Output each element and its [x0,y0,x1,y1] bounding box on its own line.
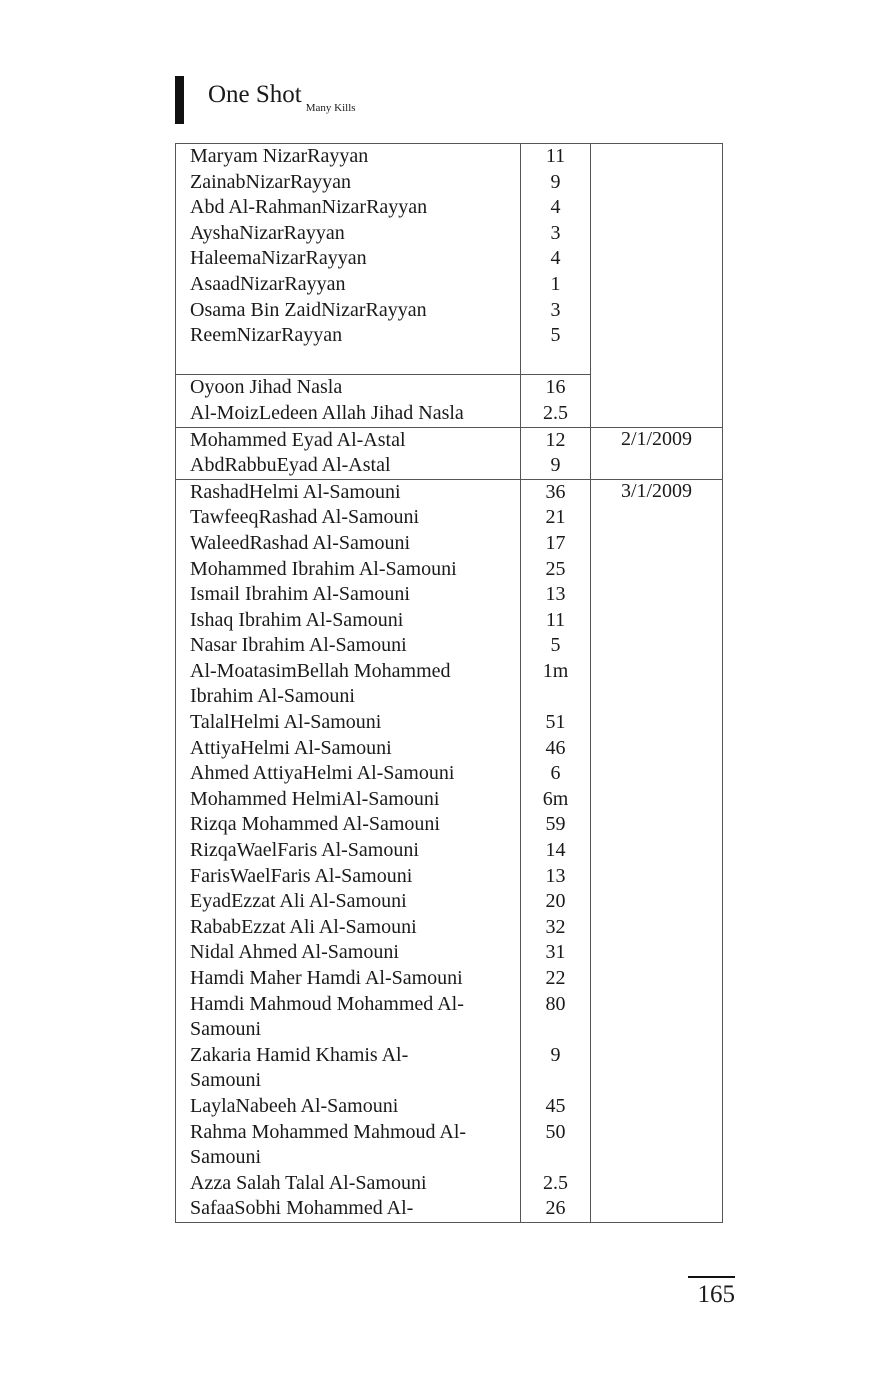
victim-age: 20 [545,890,566,913]
victim-age: 50 [545,1120,566,1143]
victim-name: Al-MoizLedeen Allah Jihad Nasla [190,401,464,424]
book-title-main: One Shot [208,81,302,108]
victim-age: 6 [550,762,561,785]
age-cell [521,427,591,479]
name-cell [176,427,521,479]
victim-age: 11 [545,608,566,631]
victim-age: 32 [545,915,566,938]
name-cell [176,479,521,1222]
victim-age: 13 [545,864,566,887]
victim-name: AsaadNizarRayyan [190,272,346,295]
victim-name: Samouni [190,1018,262,1041]
book-subtitle: Many Kills [305,102,356,114]
victim-name: Maryam NizarRayyan [190,145,369,167]
name-cell [176,375,521,427]
victim-age: 13 [545,583,566,606]
victim-name: RababEzzat Ali Al-Samouni [190,915,417,938]
victim-age: 26 [545,1197,566,1220]
victim-name: Rizqa Mohammed Al-Samouni [190,813,440,836]
victim-age: 5 [550,634,561,657]
victim-name: Mohammed Eyad Al-Astal [190,428,406,451]
victim-age: 11 [545,145,566,167]
victim-age: 1 [550,272,561,295]
victim-name: Zakaria Hamid Khamis Al- [190,1043,409,1066]
victim-name: Nasar Ibrahim Al-Samouni [190,634,407,657]
victim-age: 25 [545,557,566,580]
victim-age [521,684,590,710]
date-cell: 3/1/2009 [591,479,723,1222]
victim-name: Hamdi Maher Hamdi Al-Samouni [190,967,463,989]
victim-name: Al-MoatasimBellah Mohammed [190,659,451,682]
victim-age: 2.5 [543,1171,568,1194]
victim-name: Abd Al-RahmanNizarRayyan [190,196,428,219]
date-cell [591,144,723,428]
victim-age: 6m [542,787,569,810]
victim-age: 21 [545,506,566,529]
name-cell [176,144,521,375]
age-cell [521,375,591,427]
victim-name: Azza Salah Talal Al-Samouni [190,1171,427,1194]
victim-age: 5 [550,324,561,347]
victim-age: 14 [545,839,566,862]
victim-name: TawfeeqRashad Al-Samouni [190,506,420,529]
victim-name: Nidal Ahmed Al-Samouni [190,941,399,964]
date-cell: 2/1/2009 [591,427,723,479]
victim-age: 17 [545,531,566,554]
victim-age: 9 [550,1043,561,1066]
victim-name: RashadHelmi Al-Samouni [190,480,401,503]
victim-name: Ismail Ibrahim Al-Samouni [190,583,410,606]
victim-age: 36 [545,480,566,503]
victim-age: 80 [545,992,566,1015]
victim-age: 3 [550,298,561,321]
victim-name: Rahma Mohammed Mahmoud Al- [190,1120,467,1143]
victim-age: 9 [550,454,561,477]
age-cell [521,479,591,1222]
victim-name: Mohammed Ibrahim Al-Samouni [190,557,457,580]
victim-name: ZainabNizarRayyan [190,170,352,193]
victim-name: Samouni [190,1069,262,1092]
victim-age: 2.5 [543,401,568,424]
victim-name: Oyoon Jihad Nasla [190,376,343,399]
book-title [208,81,356,114]
victim-age: 9 [550,170,561,193]
victim-name: Hamdi Mahmoud Mohammed Al- [190,992,464,1015]
victim-name: Samouni [190,1146,262,1169]
victim-name: Ishaq Ibrahim Al-Samouni [190,608,404,631]
victims-table [175,143,723,1223]
victim-age: 46 [545,736,566,759]
victim-name: AttiyaHelmi Al-Samouni [190,736,392,759]
victim-name: LaylaNabeeh Al-Samouni [190,1094,399,1117]
victim-age: 4 [550,196,561,219]
victim-name: RizqaWaelFaris Al-Samouni [190,839,419,862]
victim-age [521,1017,590,1043]
victim-name [176,349,520,375]
victim-name: SafaaSobhi Mohammed Al- [190,1197,414,1220]
victim-name: Osama Bin ZaidNizarRayyan [190,298,427,321]
table-row [176,427,723,479]
victim-name: AbdRabbuEyad Al-Astal [190,454,391,477]
victim-age: 4 [550,247,561,270]
victim-name: AyshaNizarRayyan [190,221,345,244]
header-bar [175,76,184,124]
victim-age: 22 [545,967,566,989]
victim-name: FarisWaelFaris Al-Samouni [190,864,413,887]
victim-name: ReemNizarRayyan [190,324,343,347]
page-number: 165 [697,1281,735,1308]
table-row [176,144,723,375]
victim-name: Ibrahim Al-Samouni [190,685,355,708]
victim-age: 12 [545,428,566,451]
victim-age: 45 [545,1094,566,1117]
victim-name: HaleemaNizarRayyan [190,247,367,270]
victim-name: TalalHelmi Al-Samouni [190,711,382,734]
age-cell [521,144,591,375]
victim-name: Ahmed AttiyaHelmi Al-Samouni [190,762,455,785]
victim-name: Mohammed HelmiAl-Samouni [190,787,440,810]
page-number-rule [688,1276,735,1278]
victim-age: 51 [545,711,566,734]
victim-name: EyadEzzat Ali Al-Samouni [190,890,407,913]
victim-age [521,1145,590,1171]
victim-age: 16 [545,376,566,399]
victim-age: 1m [542,659,569,682]
victim-age [521,349,590,375]
table-row [176,479,723,1222]
victim-age: 3 [550,221,561,244]
victim-name: WaleedRashad Al-Samouni [190,531,411,554]
victim-age: 31 [545,941,566,964]
victim-age: 59 [545,813,566,836]
victim-age [521,1068,590,1094]
